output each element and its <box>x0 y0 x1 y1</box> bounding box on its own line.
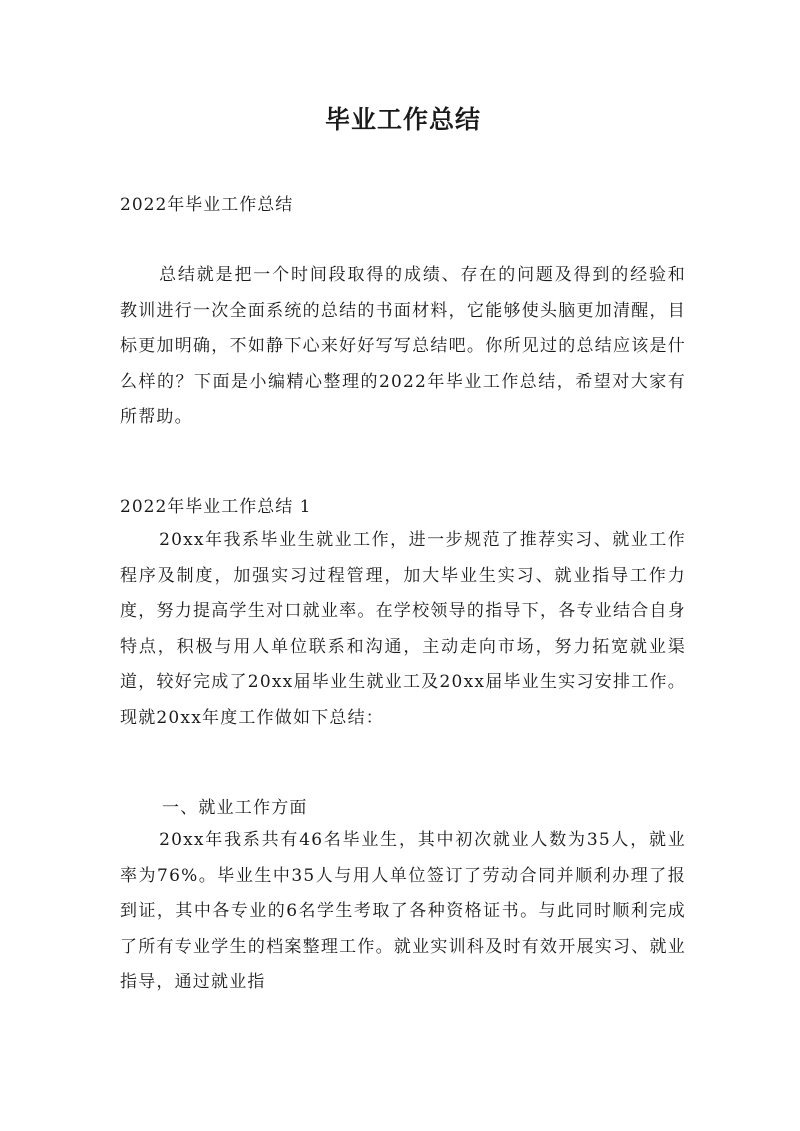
section-paragraph-2: 20xx年我系共有46名毕业生，其中初次就业人数为35人，就业率为76%。毕业生中35人与用人单位签订了劳动合同并顺利办理了报到证，其中各专业的6名学生考取了各种资格证书。与此同时顺利完成了所有专业学生的档案整理工作。就业实训科及时有效开展实习、就业指导，通过就业指 <box>120 830 686 992</box>
section-heading: 2022年毕业工作总结 1 <box>120 497 312 517</box>
document-title: 毕业工作总结 <box>324 105 481 134</box>
subheading-employment: 一、就业工作方面 <box>162 798 308 818</box>
intro-paragraph: 总结就是把一个时间段取得的成绩、存在的问题及得到的经验和教训进行一次全面系统的总结的书面材料，它能够使头脑更加清醒，目标更加明确，不如静下心来好好写写总结吧。你所见过的总结应该是什么样的？下面是小编精心整理的2022年毕业工作总结，希望对大家有所帮助。 <box>120 265 686 427</box>
section-paragraph-1: 20xx年我系毕业生就业工作，进一步规范了推荐实习、就业工作程序及制度，加强实习过程管理，加大毕业生实习、就业指导工作力度，努力提高学生对口就业率。在学校领导的指导下，各专业结合自身特点，积极与用人单位联系和沟通，主动走向市场，努力拓宽就业渠道，较好完成了20xx届毕业生就业工及20xx届毕业生实习安排工作。现就20xx年度工作做如下总结： <box>120 530 686 728</box>
document-subtitle: 2022年毕业工作总结 <box>120 195 294 215</box>
